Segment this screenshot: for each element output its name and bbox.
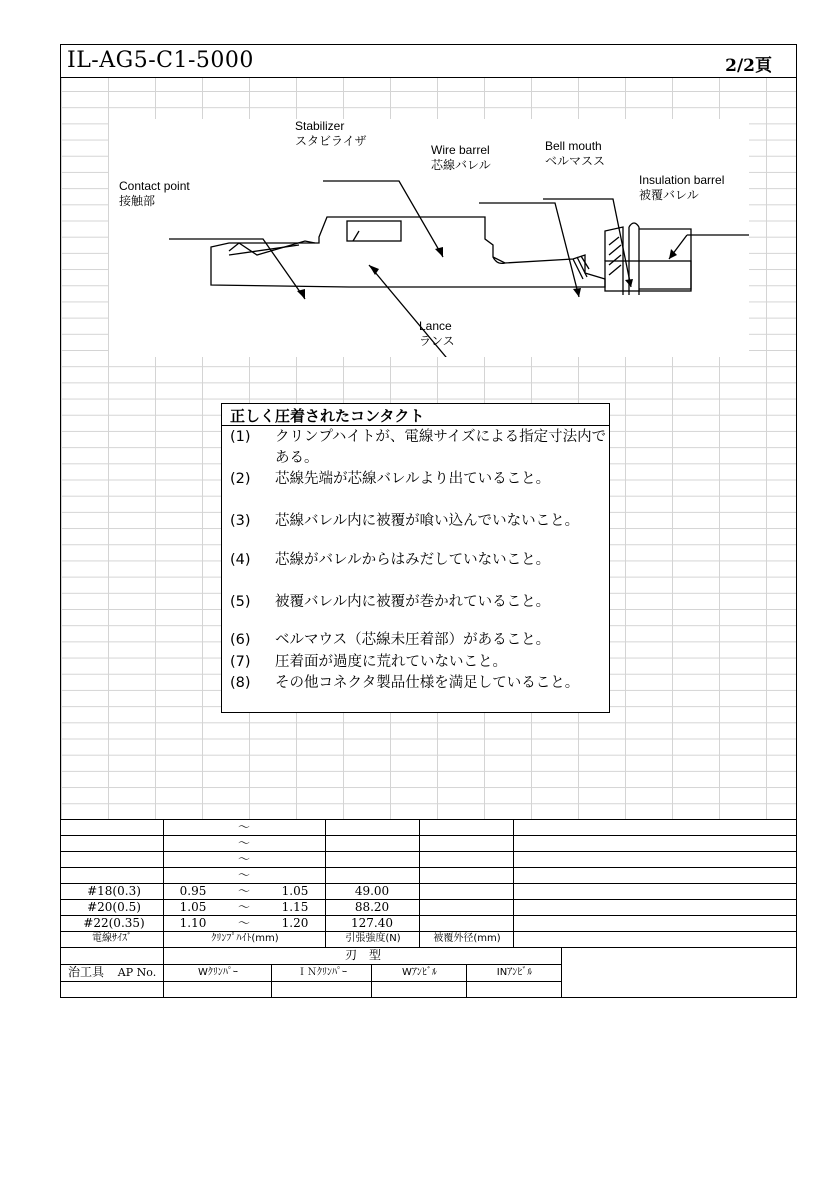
contact-outline — [211, 217, 605, 287]
cell-tensile: 88.20 — [354, 900, 390, 914]
cell-crimp-sep: ～ — [237, 900, 250, 914]
spec-title-rule — [222, 425, 609, 426]
table-rule — [61, 819, 796, 820]
header-insulation-dia: 被覆外径(mm) — [433, 933, 501, 944]
contact-drawing — [109, 119, 749, 357]
header-tensile: 引張強度(N) — [345, 933, 401, 944]
callout-stabilizer-jp: スタビライザ — [295, 134, 367, 148]
cell-tensile: 127.40 — [351, 916, 393, 930]
table-column-rule — [466, 964, 467, 997]
spec-item-number: (2) — [230, 471, 251, 487]
header-crimp-height: ｸﾘﾝﾌﾟﾊｲﾄ(mm) — [211, 933, 279, 944]
blank-row-tilde: ～ — [237, 868, 250, 882]
title-row — [61, 45, 796, 78]
spec-item-text: その他コネクタ製品仕様を満足していること。 — [275, 675, 580, 691]
spec-item-number: (4) — [230, 552, 251, 568]
header-in-anvil: INｱﾝﾋﾞﾙ — [496, 967, 533, 978]
spec-item-text: 圧着面が過度に荒れていないこと。 — [275, 654, 507, 670]
crimp-spec-box — [221, 403, 610, 713]
spec-item-number: (6) — [230, 632, 251, 648]
table-column-rule — [419, 819, 420, 947]
table-rule — [61, 997, 561, 998]
callout-contact-point-jp: 接触部 — [119, 194, 156, 208]
header-wire-size: 電線ｻｲｽﾞ — [92, 933, 132, 944]
lance-tab — [353, 231, 359, 241]
table-column-rule — [325, 819, 326, 947]
bottom-rule — [722, 997, 797, 998]
table-rule — [61, 981, 561, 982]
table-column-rule — [271, 964, 272, 997]
cell-crimp-max: 1.20 — [281, 916, 309, 930]
arrow-lance — [369, 265, 379, 275]
page-number: 2/2頁 — [725, 56, 772, 76]
document-id: IL-AG5-C1-5000 — [67, 48, 254, 73]
cell-tensile: 49.00 — [354, 884, 390, 898]
insulation-barrel-base — [605, 261, 691, 291]
header-w-crimper: Wｸﾘﾝﾊﾟｰ — [198, 967, 238, 978]
callout-lance-jp: ランス — [419, 334, 455, 348]
header-in-crimper: ＩＮｸﾘﾝﾊﾟｰ — [297, 967, 347, 978]
callout-stabilizer-en: Stabilizer — [295, 119, 345, 133]
table-rule — [61, 867, 796, 868]
spec-item-number: (1) — [230, 429, 251, 445]
table-column-rule — [513, 819, 514, 947]
spec-title: 正しく圧着されたコンタクト — [230, 407, 425, 425]
table-column-rule — [163, 819, 164, 947]
callout-insulation-barrel-en: Insulation barrel — [639, 173, 725, 187]
spec-item-text: 芯線バレル内に被覆が喰い込んでいないこと。 — [275, 513, 580, 529]
leader-wire-barrel — [479, 203, 579, 297]
spec-item-text: ベルマウス（芯線未圧着部）があること。 — [275, 632, 551, 648]
callout-wire-barrel-jp: 芯線バレル — [431, 158, 491, 172]
spec-item-number: (7) — [230, 654, 251, 670]
bell-mouth-hatch — [573, 256, 589, 279]
cell-wire-size: #20(0.5) — [87, 900, 141, 914]
cell-crimp-max: 1.15 — [281, 900, 309, 914]
table-column-rule — [561, 947, 562, 997]
callout-lance — [419, 319, 455, 349]
crimp-table — [61, 819, 796, 998]
header-jig: 治工具 — [67, 965, 104, 979]
callout-contact-point — [119, 179, 190, 209]
cell-crimp-max: 1.05 — [281, 884, 309, 898]
callout-stabilizer — [295, 119, 367, 149]
cell-crimp-min: 1.10 — [179, 916, 207, 930]
header-ap-no: AP No. — [117, 966, 157, 979]
blank-row-tilde: ～ — [237, 820, 250, 834]
wire-insulation — [639, 229, 691, 289]
spec-item-number: (8) — [230, 675, 251, 691]
arrow-stabilizer — [435, 247, 443, 257]
table-column-rule — [163, 947, 164, 997]
callout-wire-barrel — [431, 143, 491, 173]
header-die: 刃 型 — [344, 948, 381, 962]
spec-item-text: 被覆バレル内に被覆が巻かれていること。 — [275, 594, 551, 610]
drawing-sheet — [60, 44, 797, 998]
callout-bell-mouth-en: Bell mouth — [545, 139, 602, 153]
callout-bell-mouth-jp: ベルマスス — [545, 154, 606, 168]
cell-crimp-sep: ～ — [237, 884, 250, 898]
leader-stabilizer — [323, 181, 443, 257]
leader-insulation-barrel-base — [641, 231, 675, 233]
callout-insulation-barrel-jp: 被覆バレル — [639, 188, 699, 202]
blank-row-tilde: ～ — [237, 852, 250, 866]
callout-bell-mouth — [545, 139, 605, 169]
table-column-rule — [371, 964, 372, 997]
cell-crimp-sep: ～ — [237, 916, 250, 930]
spec-item-number: (5) — [230, 594, 251, 610]
cell-crimp-min: 0.95 — [179, 884, 207, 898]
spec-item-text: 芯線がバレルからはみだしていないこと。 — [275, 552, 551, 568]
leader-insulation-barrel — [669, 235, 749, 259]
callout-lance-en: Lance — [419, 319, 452, 333]
spec-item-text: 芯線先端が芯線バレルより出ていること。 — [275, 471, 551, 487]
arrow-wire-barrel — [573, 288, 581, 297]
insulation-barrel-top — [629, 223, 639, 227]
insulation-hatch — [609, 237, 621, 275]
callout-insulation-barrel — [639, 173, 724, 203]
cell-wire-size: #18(0.3) — [87, 884, 141, 898]
table-rule — [61, 851, 796, 852]
callout-contact-point-en: Contact point — [119, 179, 190, 193]
table-rule — [61, 835, 796, 836]
callout-wire-barrel-en: Wire barrel — [431, 143, 490, 157]
blank-row-tilde: ～ — [237, 836, 250, 850]
cell-crimp-min: 1.05 — [179, 900, 207, 914]
leader-contact-point — [169, 239, 305, 299]
cell-wire-size: #22(0.35) — [83, 916, 145, 930]
spec-item-number: (3) — [230, 513, 251, 529]
spec-item-text: クリンプハイトが、電線サイズによる指定寸法内である。 — [275, 429, 607, 466]
header-w-anvil: Wｱﾝﾋﾞﾙ — [402, 967, 437, 978]
arrow-contact-point — [297, 289, 305, 299]
